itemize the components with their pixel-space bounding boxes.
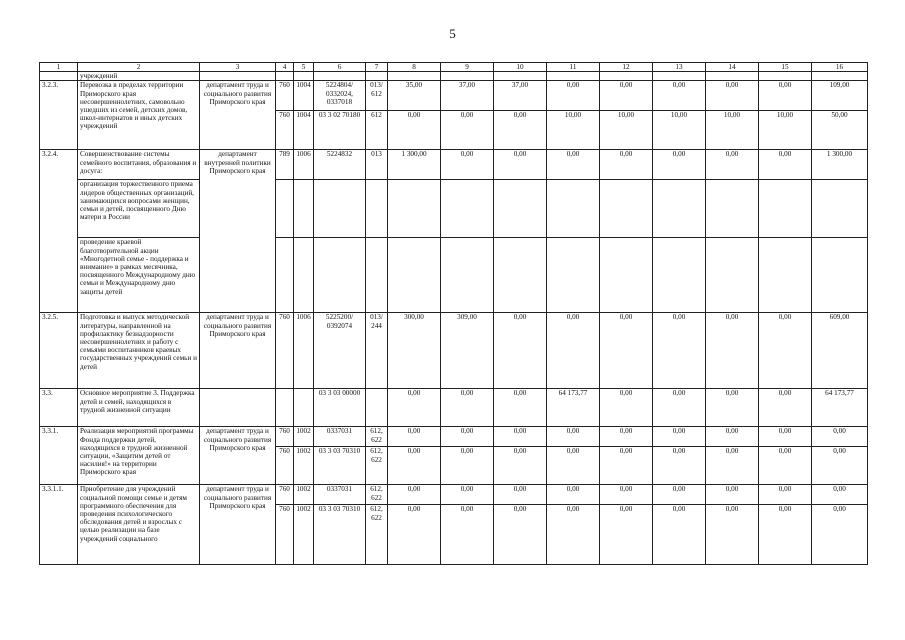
cell: 760: [276, 485, 294, 505]
cell: 0,00: [706, 427, 759, 447]
cell: 0,00: [547, 313, 600, 389]
row-description: организация торжественного приема лидеров общественных организаций, занимающихся вопросами женщин, семьи и детей, посвященного Дню матери в России: [78, 180, 200, 238]
cell: 10,00: [759, 111, 812, 150]
row-department: департамент труда и социального развития Приморского края: [200, 81, 276, 150]
cell: 1002: [294, 427, 314, 447]
cell: 10,00: [600, 111, 653, 150]
col-num: 5: [294, 63, 314, 72]
cell: 0,00: [388, 427, 441, 447]
cell: 0,00: [759, 427, 812, 447]
cell: 0,00: [388, 447, 441, 485]
cell: 0,00: [494, 313, 547, 389]
row-description: Подготовка и выпуск методической литературы, направленной на профилактику безнадзорности несовершеннолетних и работу с семьями воспитанников краевых государственных учреждений семьи и детей: [78, 313, 200, 389]
cell: 013: [366, 150, 388, 180]
cell: 0337031: [314, 427, 366, 447]
cell: 03 3 03 00000: [314, 389, 366, 427]
row-number: 3.3.: [40, 389, 78, 427]
cell: 5224804/ 0332024, 0337018: [314, 81, 366, 111]
row-department: департамент внутренней политики Приморского края: [200, 150, 276, 313]
budget-table: [39, 62, 868, 565]
row-description: Совершенствование системы семейного воспитания, образования и досуга:: [78, 150, 200, 180]
cell: 03 3 03 70310: [314, 505, 366, 565]
cell: 0,00: [547, 427, 600, 447]
cell: 0,00: [759, 485, 812, 505]
row-department: департамент труда и социального развития Приморского края: [200, 427, 276, 485]
cell: 1006: [294, 150, 314, 180]
cell: 0,00: [547, 150, 600, 180]
cell: 0,00: [547, 505, 600, 565]
page-number: 5: [449, 26, 456, 41]
cell: 612: [366, 111, 388, 150]
cell: 609,00: [812, 313, 868, 389]
cell: [294, 389, 314, 427]
col-num: 10: [494, 63, 547, 72]
cell: 612, 622: [366, 447, 388, 485]
row-description: Перевозка в пределах территории Приморского края несовершеннолетних, самовольно ушедших из семей, детских домов, школ-интернатов и иных детских учреждений: [78, 81, 200, 150]
row-description: проведение краевой благотворительной акции «Многодетной семье - поддержка и внимание» в рамках месячника, посвященного Международному дню семьи и Международному дню защиты детей: [78, 238, 200, 313]
cell: 37,00: [494, 81, 547, 111]
cell: 300,00: [388, 313, 441, 389]
col-num: 6: [314, 63, 366, 72]
row-department: департамент труда и социального развития Приморского края: [200, 313, 276, 389]
cell: 1002: [294, 505, 314, 565]
col-num: 4: [276, 63, 294, 72]
col-num: 2: [78, 63, 200, 72]
cell: 0,00: [812, 505, 868, 565]
cell: 0,00: [600, 81, 653, 111]
cell: 10,00: [547, 111, 600, 150]
table-row: [40, 485, 868, 505]
cell: 0,00: [600, 150, 653, 180]
cell: 0,00: [600, 447, 653, 485]
cell: 0,00: [812, 447, 868, 485]
col-num: 14: [706, 63, 759, 72]
cell: 50,00: [812, 111, 868, 150]
table-row: [40, 313, 868, 389]
col-num: 13: [653, 63, 706, 72]
cell: 0,00: [494, 389, 547, 427]
table-row: [40, 150, 868, 180]
cell: 35,00: [388, 81, 441, 111]
cell: 1002: [294, 485, 314, 505]
cell: 0,00: [547, 447, 600, 485]
cell: 0,00: [441, 150, 494, 180]
col-num: 7: [366, 63, 388, 72]
cell: 789: [276, 150, 294, 180]
cell: 760: [276, 81, 294, 111]
table-row: [40, 180, 868, 238]
cell: 0,00: [653, 447, 706, 485]
cell: 0,00: [600, 389, 653, 427]
cell: 309,00: [441, 313, 494, 389]
col-num: 12: [600, 63, 653, 72]
cell: 0,00: [547, 81, 600, 111]
cell: 1 300,00: [388, 150, 441, 180]
cell: 612, 622: [366, 505, 388, 565]
col-num: 16: [812, 63, 868, 72]
cell: 109,00: [812, 81, 868, 111]
cell: 0,00: [706, 485, 759, 505]
table-row: [40, 427, 868, 447]
cell: 0,00: [653, 81, 706, 111]
row-number: 3.3.1.: [40, 427, 78, 485]
cell: 0,00: [441, 485, 494, 505]
cell: 0,00: [706, 447, 759, 485]
col-num: 8: [388, 63, 441, 72]
column-number-row: [40, 63, 868, 72]
cell: 0,00: [653, 150, 706, 180]
cell: [366, 389, 388, 427]
cell: 0,00: [441, 427, 494, 447]
cell: 0,00: [600, 485, 653, 505]
row-number: 3.2.4.: [40, 150, 78, 313]
cell: 612, 622: [366, 427, 388, 447]
cell: 0,00: [600, 505, 653, 565]
table-row: [40, 389, 868, 427]
col-num: 15: [759, 63, 812, 72]
cell: 37,00: [441, 81, 494, 111]
cell: 760: [276, 447, 294, 485]
cell: 0,00: [653, 505, 706, 565]
cell: 1002: [294, 447, 314, 485]
row-number: 3.2.5.: [40, 313, 78, 389]
cell: 0,00: [653, 427, 706, 447]
cell: 013/ 612: [366, 81, 388, 111]
cell: 0,00: [812, 427, 868, 447]
row-description: Приобретение для учреждений социальной помощи семье и детям программного обеспечения для проведения психологического обследования детей и взрослых с целью реализации на базе учреждений социального: [78, 485, 200, 565]
cell: 0,00: [494, 505, 547, 565]
cell: 760: [276, 427, 294, 447]
cell: 0,00: [706, 81, 759, 111]
row-number: 3.2.3.: [40, 81, 78, 150]
cell: 0,00: [759, 313, 812, 389]
cell: 0,00: [653, 313, 706, 389]
cell: 1006: [294, 313, 314, 389]
col-num: 11: [547, 63, 600, 72]
cell: 0,00: [706, 505, 759, 565]
cell: 0,00: [441, 505, 494, 565]
cell: 0,00: [547, 485, 600, 505]
cell: 0,00: [388, 111, 441, 150]
cell: 10,00: [653, 111, 706, 150]
row-department: департамент труда и социального развития Приморского края: [200, 485, 276, 565]
cell: 10,00: [706, 111, 759, 150]
row-description: учреждений: [78, 72, 200, 81]
cell: 0,00: [494, 111, 547, 150]
cell: 760: [276, 313, 294, 389]
cell: 0,00: [494, 427, 547, 447]
cell: 0,00: [759, 389, 812, 427]
cell: 1004: [294, 111, 314, 150]
cell: [276, 389, 294, 427]
cell: 612, 622: [366, 485, 388, 505]
table-row: [40, 72, 868, 81]
cell: 0,00: [706, 313, 759, 389]
row-description: Реализация мероприятий программы Фонда поддержки детей, находящихся в трудной жизненной ситуации, «Защитим детей от насилия!» на территории Приморского края: [78, 427, 200, 485]
cell: 0,00: [388, 389, 441, 427]
cell: 5225200/ 0392074: [314, 313, 366, 389]
cell: 0,00: [706, 150, 759, 180]
table-row: [40, 238, 868, 313]
cell: 64 173,77: [547, 389, 600, 427]
cell: 0,00: [441, 447, 494, 485]
cell: 0,00: [494, 150, 547, 180]
cell: 0,00: [494, 485, 547, 505]
cell: 0,00: [653, 485, 706, 505]
row-department: [200, 389, 276, 427]
cell: 0,00: [812, 485, 868, 505]
cell: 0,00: [441, 389, 494, 427]
col-num: 1: [40, 63, 78, 72]
row-number: 3.3.1.1.: [40, 485, 78, 565]
cell: 1004: [294, 81, 314, 111]
cell: 0,00: [600, 313, 653, 389]
cell: 0,00: [759, 150, 812, 180]
cell: 0,00: [600, 427, 653, 447]
cell: 64 173,77: [812, 389, 868, 427]
cell: 760: [276, 505, 294, 565]
cell: 0,00: [388, 505, 441, 565]
row-description: Основное мероприятие 3. Поддержка детей и семей, находящихся в трудной жизненной ситуации: [78, 389, 200, 427]
cell: 760: [276, 111, 294, 150]
cell: 0,00: [759, 505, 812, 565]
col-num: 3: [200, 63, 276, 72]
cell: 03 3 02 70180: [314, 111, 366, 150]
cell: 0,00: [441, 111, 494, 150]
cell: 0,00: [759, 447, 812, 485]
cell: 0,00: [388, 485, 441, 505]
cell: 0,00: [494, 447, 547, 485]
col-num: 9: [441, 63, 494, 72]
cell: 013/ 244: [366, 313, 388, 389]
cell: 03 3 03 70310: [314, 447, 366, 485]
cell: 0,00: [706, 389, 759, 427]
cell: 0,00: [653, 389, 706, 427]
cell: 5224832: [314, 150, 366, 180]
cell: 0337031: [314, 485, 366, 505]
cell: 0,00: [759, 81, 812, 111]
cell: 1 300,00: [812, 150, 868, 180]
table-row: [40, 81, 868, 111]
